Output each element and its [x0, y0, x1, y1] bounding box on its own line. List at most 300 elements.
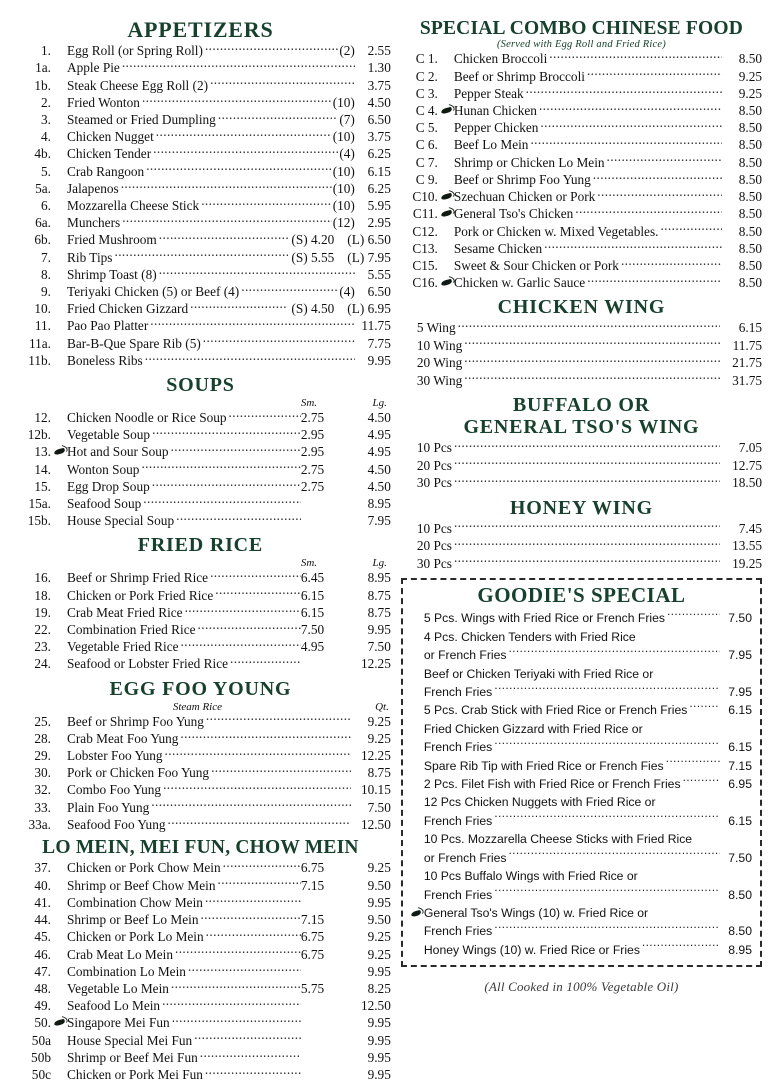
- menu-item-price-large: 8.95: [367, 495, 391, 511]
- menu-item-number: C10.: [412, 189, 438, 205]
- leader-dots: [188, 963, 301, 976]
- wing-item-price: 19.25: [732, 555, 762, 571]
- menu-item-name: Combination Lo Mein: [67, 963, 186, 979]
- goodies-item-row: [411, 812, 752, 830]
- menu-item-name: Crab Meat Foo Yung: [67, 730, 179, 746]
- menu-item-number: 7.: [41, 249, 51, 265]
- leader-dots: [666, 757, 720, 770]
- menu-item-row: [401, 188, 762, 205]
- menu-item-number: 49.: [34, 998, 51, 1014]
- section-heading-buffalo-line2: GENERAL TSO'S WING: [463, 416, 700, 439]
- menu-item-row: [10, 249, 391, 266]
- leader-dots: [607, 154, 722, 167]
- menu-item-price: 8.50: [738, 103, 762, 119]
- leader-dots: [454, 520, 720, 533]
- menu-item-name: Apple Pie: [67, 60, 120, 76]
- menu-item-price: 3.75: [367, 77, 391, 93]
- menu-item-row: [10, 928, 391, 945]
- menu-item-price-large: 4.50: [367, 409, 391, 425]
- menu-item-number: C 3.: [415, 85, 438, 101]
- leader-dots: [683, 775, 720, 788]
- wing-item-price: 18.50: [732, 475, 762, 491]
- menu-item-price-small: (S) 5.55: [291, 249, 335, 265]
- goodies-item-price: 8.50: [728, 924, 752, 939]
- buffalo-wing-list: [401, 439, 762, 492]
- goodies-item-row: [411, 720, 752, 738]
- menu-item-price-small: 6.15: [300, 587, 325, 603]
- goodies-item-text: French Fries: [423, 740, 493, 755]
- spicy-pepper-icon: [54, 914, 67, 926]
- menu-item-price: 9.25: [367, 713, 391, 729]
- section-heading-soups: SOUPS: [166, 373, 235, 396]
- menu-item-price: 8.50: [738, 275, 762, 291]
- leader-dots: [153, 145, 338, 158]
- spicy-pepper-icon: [411, 889, 424, 900]
- spicy-pepper-icon: [54, 862, 67, 874]
- leader-dots: [593, 171, 722, 184]
- menu-item-row: [10, 180, 391, 197]
- goodies-item-row: [411, 941, 752, 959]
- menu-item-price-small: 2.95: [300, 444, 325, 460]
- leader-dots: [544, 240, 722, 253]
- menu-item-row: [10, 426, 391, 443]
- menu-item-name: Mozzarella Cheese Stick: [67, 197, 200, 213]
- menu-item-row: [10, 1049, 391, 1066]
- menu-item-name: Fried Chicken Gizzard: [67, 301, 189, 317]
- leader-dots: [494, 922, 720, 935]
- menu-item-price-small: 2.95: [300, 427, 325, 443]
- menu-item-row: [10, 747, 391, 764]
- menu-item-number: 1b.: [34, 77, 51, 93]
- menu-item-name: Seafood Soup: [67, 495, 142, 511]
- menu-item-price-small: 4.95: [300, 639, 325, 655]
- spicy-pepper-icon: [54, 45, 67, 57]
- spicy-pepper-icon: [441, 242, 454, 254]
- leader-dots: [645, 720, 720, 733]
- leader-dots: [638, 628, 720, 641]
- menu-item-row: [10, 478, 391, 495]
- spicy-pepper-icon: [54, 1034, 67, 1046]
- menu-item-row: [10, 42, 391, 59]
- goodies-item-text: or French Fries: [423, 850, 507, 865]
- goodies-item-text: or French Fries: [423, 648, 507, 663]
- menu-item-name: Bar-B-Que Spare Rib (5): [67, 335, 201, 351]
- spicy-pepper-icon: [54, 480, 67, 492]
- menu-item-quantity: (7): [339, 111, 355, 127]
- leader-dots: [215, 587, 301, 600]
- menu-item-number: C12.: [412, 223, 438, 239]
- spicy-pepper-icon: [54, 320, 67, 332]
- menu-item-name: Combination Chow Mein: [67, 894, 203, 910]
- menu-item-number: 46.: [34, 946, 51, 962]
- menu-item-price: 9.25: [738, 68, 762, 84]
- goodies-item-row: [411, 683, 752, 701]
- menu-item-price-large: 4.95: [367, 444, 391, 460]
- wing-item-row: [401, 520, 762, 538]
- menu-item-number: 32.: [34, 782, 51, 798]
- egg-foo-young-subnote: Steam Rice: [172, 700, 223, 713]
- menu-item-row: [10, 713, 391, 730]
- leader-dots: [597, 188, 722, 201]
- leader-dots: [210, 77, 355, 90]
- spicy-pepper-icon: [411, 871, 424, 882]
- spicy-pepper-icon: [411, 724, 424, 735]
- goodies-item-row: [411, 609, 752, 627]
- menu-item-number: 11b.: [28, 352, 51, 368]
- menu-item-number: 33a.: [28, 816, 51, 832]
- goodies-item-row: [411, 849, 752, 867]
- leader-dots: [694, 830, 720, 843]
- spicy-pepper-icon: [54, 79, 67, 91]
- special-combo-subnote: (Served with Egg Roll and Fried Rice): [496, 39, 666, 51]
- leader-dots: [181, 638, 301, 651]
- spicy-pepper-icon: [54, 1051, 67, 1063]
- spicy-pepper-icon: [54, 96, 67, 108]
- menu-item-name: Crab Meat Lo Mein: [67, 946, 173, 962]
- menu-item-row: [401, 136, 762, 153]
- leader-dots: [205, 1066, 301, 1079]
- wing-item-row: [401, 439, 762, 457]
- menu-item-row: [10, 816, 391, 833]
- menu-item-row: [10, 461, 391, 478]
- menu-item-row: [10, 283, 391, 300]
- leader-dots: [454, 457, 720, 470]
- leader-dots: [146, 163, 332, 176]
- menu-item-name: Seafood Lo Mein: [67, 998, 161, 1014]
- menu-item-row: [10, 781, 391, 798]
- spicy-pepper-icon: [54, 131, 67, 143]
- spicy-pepper-icon: [54, 658, 67, 670]
- spicy-pepper-icon: [54, 624, 67, 636]
- spicy-pepper-icon: [411, 687, 424, 698]
- menu-item-name: Hunan Chicken: [453, 103, 537, 119]
- menu-item-number: 24.: [34, 656, 51, 672]
- menu-item-name: House Special Mei Fun: [67, 1032, 193, 1048]
- leader-dots: [689, 701, 720, 714]
- wing-item-price: 7.05: [738, 440, 762, 456]
- section-heading-buffalo-line1: BUFFALO OR: [512, 394, 650, 417]
- menu-item-row: [10, 604, 391, 621]
- spicy-pepper-icon: [54, 589, 67, 601]
- menu-item-name: General Tso's Chicken: [453, 206, 574, 222]
- leader-dots: [171, 980, 301, 993]
- spicy-pepper-icon: [54, 217, 67, 229]
- menu-item-row: [401, 119, 762, 136]
- spicy-pepper-icon: [411, 668, 424, 679]
- leader-dots: [587, 274, 722, 287]
- menu-item-number: 37.: [34, 860, 51, 876]
- menu-item-number: 1.: [41, 43, 51, 59]
- goodies-item-text: 2 Pcs. Filet Fish with Fried Rice or French Fries: [423, 777, 681, 792]
- spicy-pepper-icon: [411, 852, 424, 863]
- section-heading-appetizers: APPETIZERS: [127, 17, 274, 42]
- menu-item-name: Beef Lo Mein: [453, 137, 529, 153]
- wing-item-name: 20 Pcs: [416, 538, 452, 554]
- menu-item-price: 3.75: [367, 129, 391, 145]
- menu-item-price: 8.50: [738, 257, 762, 273]
- menu-item-name: Chicken Broccoli: [453, 51, 548, 67]
- menu-item-quantity: (2): [339, 43, 355, 59]
- leader-dots: [494, 683, 720, 696]
- menu-item-number: 40.: [34, 877, 51, 893]
- menu-item-row: [10, 946, 391, 963]
- spicy-pepper-icon: [441, 105, 454, 117]
- menu-item-price-large: 9.95: [367, 963, 391, 979]
- menu-item-price-large: 9.95: [367, 1015, 391, 1031]
- leader-dots: [172, 1014, 301, 1027]
- menu-item-price: 4.50: [367, 94, 391, 110]
- spicy-pepper-icon: [54, 498, 67, 510]
- menu-item-quantity: (10): [332, 163, 355, 179]
- menu-item-price: 12.50: [360, 816, 391, 832]
- egg-foo-young-col-qt: Qt.: [375, 700, 389, 713]
- menu-item-name: Shrimp or Chicken Lo Mein: [453, 154, 605, 170]
- leader-dots: [660, 223, 722, 236]
- spicy-pepper-icon: [54, 572, 67, 584]
- spicy-pepper-icon: [54, 896, 67, 908]
- menu-item-price-large: 9.95: [367, 1066, 391, 1082]
- leader-dots: [218, 111, 339, 124]
- menu-item-number: 4.: [41, 129, 51, 145]
- menu-item-number: 6.: [41, 197, 51, 213]
- section-heading-honey-wing: HONEY WING: [509, 496, 653, 519]
- spicy-pepper-icon: [411, 816, 424, 827]
- menu-item-price-large: 9.95: [367, 894, 391, 910]
- section-heading-goodies-special: GOODIE'S SPECIAL: [477, 583, 686, 608]
- leader-dots: [194, 1032, 301, 1045]
- spicy-pepper-icon: [54, 1000, 67, 1012]
- menu-item-price-large: (L) 6.95: [347, 301, 391, 317]
- menu-item-name: Combination Fried Rice: [67, 621, 196, 637]
- menu-item-price-small: 6.75: [300, 860, 325, 876]
- goodies-item-text: 10 Pcs. Mozzarella Cheese Sticks with Fried Rice: [423, 832, 693, 847]
- goodies-item-price: 6.15: [728, 703, 752, 718]
- leader-dots: [175, 946, 301, 959]
- menu-item-name: Hot and Sour Soup: [67, 444, 169, 460]
- goodies-item-text: 5 Pcs. Crab Stick with Fried Rice or French Fries: [423, 703, 688, 718]
- menu-item-number: C 5.: [415, 120, 438, 136]
- menu-item-price: 6.25: [367, 146, 391, 162]
- menu-item-price: 2.55: [367, 43, 391, 59]
- menu-item-name: Chicken or Pork Lo Mein: [67, 929, 204, 945]
- menu-item-price-large: 9.50: [367, 912, 391, 928]
- leader-dots: [165, 747, 351, 760]
- menu-item-name: Fried Mushroom: [67, 232, 157, 248]
- menu-item-number: C15.: [412, 257, 438, 273]
- leader-dots: [176, 512, 301, 525]
- goodies-item-row: [411, 886, 752, 904]
- menu-item-row: [10, 443, 391, 460]
- menu-item-row: [10, 231, 391, 248]
- menu-item-number: 23.: [34, 639, 51, 655]
- menu-item-name: Boneless Ribs: [67, 352, 143, 368]
- leader-dots: [241, 283, 338, 296]
- leader-dots: [494, 886, 720, 899]
- lo-mein-list: [10, 859, 391, 1083]
- leader-dots: [141, 461, 300, 474]
- appetizer-list: [10, 42, 391, 369]
- leader-dots: [205, 894, 301, 907]
- menu-item-price-large: 12.50: [360, 998, 391, 1014]
- leader-dots: [163, 781, 351, 794]
- menu-item-name: Shrimp or Beef Lo Mein: [67, 912, 199, 928]
- leader-dots: [464, 337, 720, 350]
- leader-dots: [575, 205, 722, 218]
- menu-item-price: 8.50: [738, 223, 762, 239]
- menu-item-price-small: 6.75: [300, 929, 325, 945]
- menu-item-number: 14.: [34, 461, 51, 477]
- leader-dots: [508, 849, 720, 862]
- menu-item-name: Steamed or Fried Dumpling: [67, 111, 216, 127]
- menu-item-name: Pork or Chicken Foo Yung: [67, 765, 210, 781]
- wing-item-name: 10 Pcs: [416, 520, 452, 536]
- leader-dots: [464, 372, 720, 385]
- menu-item-number: 28.: [34, 730, 51, 746]
- menu-item-price: 6.50: [367, 111, 391, 127]
- leader-dots: [454, 537, 720, 550]
- menu-item-price: 7.75: [367, 335, 391, 351]
- menu-item-row: [401, 102, 762, 119]
- menu-item-row: [10, 1032, 391, 1049]
- leader-dots: [206, 713, 351, 726]
- menu-item-price-large: 4.50: [367, 478, 391, 494]
- menu-item-row: [10, 569, 391, 586]
- spicy-pepper-icon: [54, 1069, 67, 1081]
- menu-item-row: [10, 266, 391, 283]
- goodies-item-text: Spare Rib Tip with Fried Rice or French Fies: [423, 758, 664, 773]
- menu-item-row: [401, 223, 762, 240]
- wing-item-price: 7.45: [738, 520, 762, 536]
- menu-item-row: [10, 764, 391, 781]
- menu-item-price: 11.75: [361, 318, 391, 334]
- leader-dots: [642, 941, 720, 954]
- spicy-pepper-icon: [54, 931, 67, 943]
- menu-item-number: C16.: [412, 275, 438, 291]
- menu-item-number: 50c: [31, 1066, 51, 1082]
- goodies-item-price: 7.95: [728, 685, 752, 700]
- menu-item-row: [10, 111, 391, 128]
- leader-dots: [190, 300, 288, 313]
- menu-item-price-large: 9.25: [367, 929, 391, 945]
- menu-item-price: 8.50: [738, 206, 762, 222]
- menu-item-row: [10, 59, 391, 76]
- egg-foo-young-list: [10, 713, 391, 833]
- menu-item-name: Plain Foo Yung: [67, 799, 150, 815]
- spicy-pepper-icon: [54, 784, 67, 796]
- menu-item-price-large: 9.95: [367, 1032, 391, 1048]
- spicy-pepper-icon: [411, 779, 424, 790]
- menu-item-price-large: 9.95: [367, 621, 391, 637]
- menu-item-price-large: 9.50: [367, 877, 391, 893]
- menu-item-name: Beef or Shrimp Foo Yung: [67, 713, 204, 729]
- menu-item-row: [10, 409, 391, 426]
- leader-dots: [150, 317, 355, 330]
- menu-item-number: 2.: [41, 94, 51, 110]
- wing-item-price: 31.75: [732, 372, 762, 388]
- spicy-pepper-icon: [411, 760, 424, 771]
- leader-dots: [159, 231, 289, 244]
- menu-item-number: C 7.: [415, 154, 438, 170]
- menu-item-row: [10, 163, 391, 180]
- menu-item-number: 12b.: [27, 427, 51, 443]
- goodies-item-row: [411, 904, 752, 922]
- egg-foo-young-size-header: [10, 701, 391, 713]
- leader-dots: [640, 867, 720, 880]
- menu-item-name: Chicken Nugget: [67, 129, 154, 145]
- spicy-pepper-icon: [411, 705, 424, 716]
- honey-wing-list: [401, 520, 762, 573]
- wing-item-row: [401, 555, 762, 573]
- soups-size-header: [10, 397, 391, 409]
- spicy-pepper-icon: [54, 965, 67, 977]
- menu-item-row: [10, 214, 391, 231]
- menu-item-price-small: (S) 4.20: [291, 232, 335, 248]
- menu-item-row: [10, 911, 391, 928]
- menu-item-price-small: 2.75: [300, 461, 325, 477]
- menu-item-name: Combo Foo Yung: [67, 782, 162, 798]
- spicy-pepper-icon: [411, 834, 424, 845]
- spicy-pepper-icon: [411, 908, 424, 919]
- menu-item-number: 50.: [34, 1015, 51, 1031]
- leader-dots: [185, 604, 301, 617]
- menu-item-price: 8.50: [738, 154, 762, 170]
- leader-dots: [655, 665, 720, 678]
- spicy-pepper-icon: [54, 114, 67, 126]
- leader-dots: [200, 1049, 301, 1062]
- menu-item-row: [10, 512, 391, 529]
- wing-item-row: [401, 372, 762, 390]
- menu-item-quantity: (4): [339, 146, 355, 162]
- menu-item-row: [10, 638, 391, 655]
- leader-dots: [454, 474, 720, 487]
- leader-dots: [230, 655, 301, 668]
- spicy-pepper-icon: [54, 182, 67, 194]
- menu-item-price-large: 8.75: [367, 587, 391, 603]
- soup-list: [10, 409, 391, 529]
- leader-dots: [223, 859, 301, 872]
- leader-dots: [454, 439, 720, 452]
- leader-dots: [205, 42, 338, 55]
- spicy-pepper-icon: [54, 801, 67, 813]
- menu-item-row: [10, 77, 391, 94]
- menu-item-number: 3.: [41, 111, 51, 127]
- menu-item-number: 22.: [34, 621, 51, 637]
- leader-dots: [650, 904, 720, 917]
- menu-item-number: C 6.: [415, 137, 438, 153]
- spicy-pepper-icon: [54, 251, 67, 263]
- fried-rice-col-lg: Lg.: [372, 557, 387, 570]
- menu-item-name: Chicken or Pork Fried Rice: [67, 587, 214, 603]
- menu-item-price-small: 6.75: [300, 946, 325, 962]
- menu-left-column: [10, 14, 397, 1082]
- menu-item-number: 44.: [34, 912, 51, 928]
- menu-item-name: Egg Drop Soup: [67, 478, 150, 494]
- section-heading-special-combo: SPECIAL COMBO CHINESE FOOD: [419, 18, 744, 39]
- menu-item-name: House Special Soup: [67, 513, 175, 529]
- goodies-item-price: 7.95: [728, 648, 752, 663]
- goodies-item-text: 4 Pcs. Chicken Tenders with Fried Rice: [423, 629, 636, 644]
- spicy-pepper-icon: [441, 139, 454, 151]
- menu-item-price-small: 6.15: [300, 604, 325, 620]
- wing-item-name: 5 Wing: [416, 320, 456, 336]
- goodies-item-price: 7.50: [728, 611, 752, 626]
- menu-item-price-large: 4.50: [367, 461, 391, 477]
- spicy-pepper-icon: [411, 926, 424, 937]
- menu-item-number: 30.: [34, 765, 51, 781]
- menu-item-name: Teriyaki Chicken (5) or Beef (4): [67, 283, 240, 299]
- spicy-pepper-icon: [441, 225, 454, 237]
- menu-item-row: [10, 963, 391, 980]
